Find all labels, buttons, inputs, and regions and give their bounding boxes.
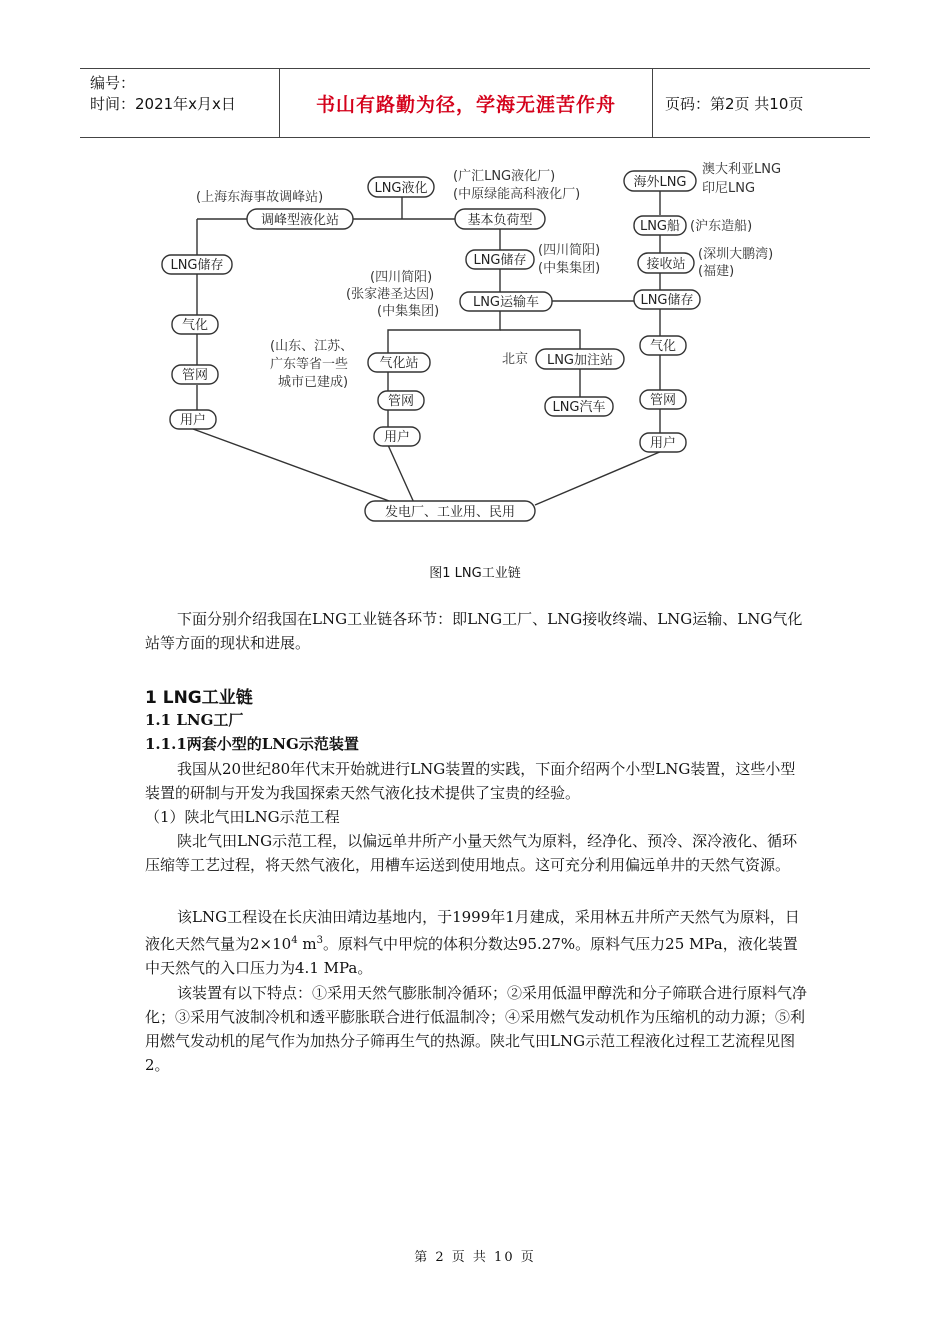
paragraph-3 [145, 905, 810, 980]
label-overseas-lng: 海外LNG [633, 175, 687, 190]
exponent-4: 4 [291, 935, 298, 946]
label-peak-plant: 调峰型液化站 [260, 213, 340, 228]
label-filling-station: LNG加注站 [546, 353, 614, 368]
diagram-svg [150, 155, 800, 535]
label-lng-truck: LNG运输车 [472, 295, 540, 310]
note-zhangjiagang: (张家港圣达因) [346, 287, 435, 302]
subsection-heading: 1.1 LNG工厂 [145, 711, 244, 729]
label-lng-storage-right: LNG储存 [640, 293, 694, 308]
page-footer: 第 2 页 共 10 页 [414, 1250, 536, 1265]
number-label: 编号： [90, 74, 136, 92]
note-indonesia: 印尼LNG [702, 181, 756, 196]
label-vaporize-right: 气化 [649, 339, 677, 354]
label-user-mid: 用户 [383, 430, 411, 445]
label-end-use: 发电厂、工业用、民用 [384, 505, 516, 520]
label-user-left: 用户 [179, 413, 207, 428]
header-left-cell [80, 69, 280, 137]
paragraph-4: 该装置有以下特点：①采用天然气膨胀制冷循环；②采用低温甲醇洗和分子筛联合进行原料气净化；③采用气波制冷机和透平膨胀联合进行低温制冷；④采用燃气发动机作为压缩机的动力源；⑤利用燃气发动机的尾气作为加热分子筛再生气的热源。陕北气田LNG示范工程液化过程工艺流程见图2。 [145, 984, 808, 1074]
label-lng-car: LNG汽车 [552, 400, 606, 415]
note-fujian: (福建) [698, 264, 735, 279]
note-cimc-left: (中集集团) [377, 304, 440, 319]
figure-caption: 图1 LNG工业链 [429, 566, 521, 581]
label-lng-ship: LNG船 [639, 219, 681, 234]
label-base-load: 基本负荷型 [467, 213, 533, 228]
note-shandong-1: (山东、江苏、 [270, 339, 354, 354]
note-guanghui: (广汇LNG液化厂) [453, 169, 556, 184]
time-label: 时间：2021年x月x日 [90, 95, 236, 113]
lng-chain-diagram [150, 155, 800, 535]
label-gasification-station: 气化站 [379, 356, 419, 371]
label-pipe-right: 管网 [649, 393, 677, 408]
label-pipe-left: 管网 [181, 368, 209, 383]
list-item-1: （1）陕北气田LNG示范工程 [145, 808, 340, 826]
paragraph-2: 陕北气田LNG示范工程，以偏远单井所产小量天然气为原料，经净化、预冷、深冷液化、循环压缩等工艺过程，将天然气液化，用槽车运送到使用地点。这可充分利用偏远单井的天然气资源。 [145, 832, 798, 874]
note-sichuan-left: (四川简阳) [370, 270, 433, 285]
note-shandong-3: 城市已建成) [278, 375, 349, 390]
note-shandong-2: 广东等省一些 [270, 357, 349, 372]
page-label: 页码：第2页 共10页 [665, 94, 804, 113]
header-table [80, 68, 870, 138]
motto: 书山有路勤为径，学海无涯苦作舟 [280, 69, 653, 137]
note-hudong: (沪东造船) [690, 219, 753, 234]
subsubsection-heading: 1.1.1两套小型的LNG示范装置 [145, 735, 359, 753]
note-beijing: 北京 [502, 352, 529, 367]
label-lng-storage-mid: LNG储存 [473, 253, 527, 268]
label-lng-liquefaction: LNG液化 [374, 181, 428, 196]
label-lng-storage-left: LNG储存 [170, 258, 224, 273]
label-pipe-mid: 管网 [387, 394, 415, 409]
note-cimc-mid: (中集集团) [538, 261, 601, 276]
paragraph-3-part-b: m [297, 935, 317, 953]
note-shenzhen: (深圳大鹏湾) [698, 247, 774, 262]
intro-paragraph: 下面分别介绍我国在LNG工业链各环节：即LNG工厂、LNG接收终端、LNG运输、LNG气化站等方面的现状和进展。 [145, 610, 803, 652]
paragraph-1: 我国从20世纪80年代末开始就进行LNG装置的实践，下面介绍两个小型LNG装置，这些小型装置的研制与开发为我国探索天然气液化技术提供了宝贵的经验。 [145, 760, 796, 802]
label-receiving-station: 接收站 [646, 257, 686, 272]
note-shanghai: (上海东海事故调峰站) [196, 190, 324, 205]
note-australia: 澳大利亚LNG [702, 162, 782, 177]
label-user-right: 用户 [649, 436, 677, 451]
note-zhongyuan: (中原绿能高科液化厂) [453, 187, 581, 202]
note-sichuan-mid: (四川简阳) [538, 243, 601, 258]
label-vaporize-left: 气化 [181, 318, 209, 333]
section-heading: 1 LNG工业链 [145, 688, 253, 708]
paragraph-3-part-a: 该LNG工程设在长庆油田靖边基地内，于1999年1月建成，采用林五井所产天然气为原料，日液化天然气量为2×10 [145, 908, 800, 953]
exponent-3: 3 [316, 935, 323, 946]
paragraph-3-part-c: 。原料气中甲烷的体积分数达95.27%。原料气压力25 MPa，液化装置中天然气的入口压力为4.1 MPa。 [145, 935, 798, 977]
